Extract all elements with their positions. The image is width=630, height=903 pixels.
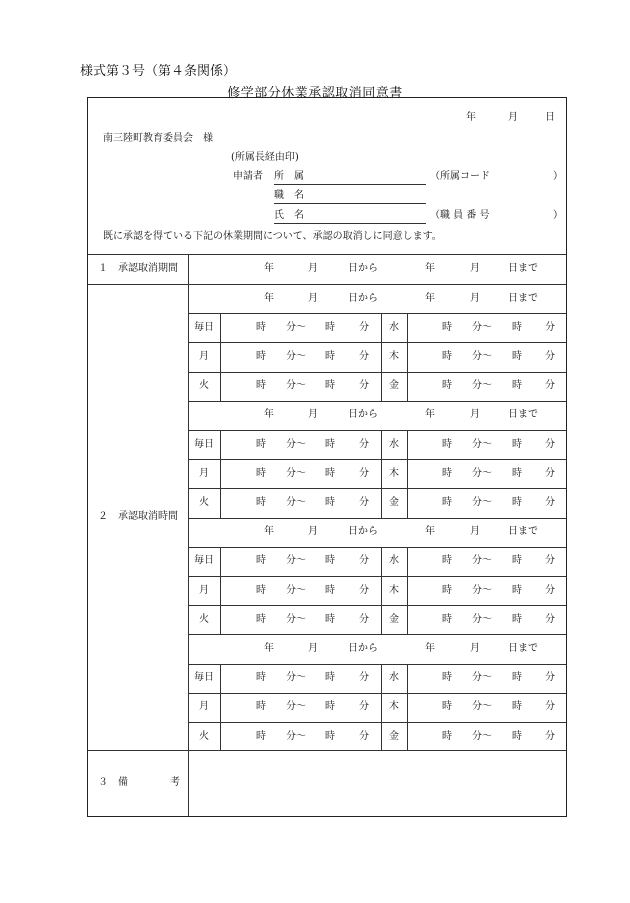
name-label: 氏 名: [274, 210, 304, 221]
block-4-row-1-mid-divider: [381, 664, 382, 693]
block-3-row-1-day2-divider: [407, 547, 408, 576]
block-2-row-2-right-end-min[interactable]: 分: [545, 467, 555, 479]
block-1-row-3-right-start-min[interactable]: 分～: [472, 380, 492, 392]
block-4-row-1-day-divider: [220, 664, 221, 693]
block-3-row-2-line: [188, 576, 566, 577]
block-3-row-1-day-divider: [220, 547, 221, 576]
block-2-row-1-day-left: 毎日: [194, 438, 214, 450]
block-3-row-3-right-end-hour[interactable]: 時: [512, 613, 522, 625]
block-3-row-1-day-right: 水: [389, 555, 399, 567]
block-1-row-1-day-right: 水: [389, 321, 399, 333]
block-2-row-3-left-end-hour[interactable]: 時: [325, 497, 335, 508]
block-2-row-1-day2-divider: [407, 430, 408, 459]
block-3-row-2-left-start-min[interactable]: 分～: [286, 584, 306, 596]
block-3-row-2-left-end-min[interactable]: 分: [359, 584, 369, 596]
block-1-row-2-day-divider: [220, 342, 221, 371]
block-2-row-1-left-start-min[interactable]: 分～: [286, 438, 306, 450]
block-2-period-from-day[interactable]: 日から: [348, 409, 378, 421]
block-3-row-2-left-start-hour[interactable]: 時: [256, 584, 266, 596]
remarks-label: ３ 備: [98, 777, 128, 788]
block-1-row-3-day-right: 金: [389, 380, 399, 392]
block-2-row-2-day-left: 月: [199, 467, 209, 479]
block-2-top-line: [188, 401, 566, 402]
block-3-row-1-right-end-hour[interactable]: 時: [512, 555, 522, 567]
block-2-row-3-left-end-min[interactable]: 分: [359, 497, 369, 508]
block-1-row-1-right-start-min[interactable]: 分～: [472, 321, 492, 333]
block-3-row-2-mid-divider: [381, 576, 382, 605]
block-3-row-1-right-start-min[interactable]: 分～: [472, 555, 492, 567]
block-4-row-3-right-end-hour[interactable]: 時: [512, 730, 522, 742]
block-4-row-1-day-right: 水: [389, 672, 399, 684]
block-4-period-to-year[interactable]: 年: [425, 643, 435, 654]
block-2-row-3-day-right: 金: [389, 497, 399, 508]
document-title: 修学部分休業承認取消同意書: [227, 86, 403, 101]
block-3-row-1-left-end-hour[interactable]: 時: [325, 555, 335, 567]
block-3-row-3-left-end-min[interactable]: 分: [359, 613, 369, 625]
block-4-row-2-left-end-min[interactable]: 分: [359, 701, 369, 713]
block-2-period-to-day[interactable]: 日まで: [508, 409, 538, 421]
block-3-row-3-line: [188, 605, 566, 606]
label-column-line: [188, 254, 189, 750]
block-2-row-1-left-start-hour[interactable]: 時: [256, 438, 266, 450]
block-2-row-3-mid-divider: [381, 488, 382, 517]
cancel-time-label: ２ 承認取消時間: [98, 511, 178, 522]
block-1-row-1-mid-divider: [381, 313, 382, 342]
block-2-period-from-year[interactable]: 年: [264, 409, 274, 421]
block-1-row-1-day-divider: [220, 313, 221, 342]
block-1-row-1-day-left: 毎日: [194, 321, 214, 333]
block-1-row-3-right-end-hour[interactable]: 時: [512, 380, 522, 392]
block-2-row-2-day2-divider: [407, 459, 408, 488]
block-3-row-3-right-start-hour[interactable]: 時: [442, 613, 452, 625]
block-3-row-3-day-left: 火: [199, 613, 209, 625]
block-2-row-3-day2-divider: [407, 488, 408, 517]
remarks-field[interactable]: [190, 752, 564, 814]
section-3-top-line: [88, 750, 566, 751]
block-2-row-2-right-end-hour[interactable]: 時: [512, 467, 522, 479]
principal-via-seal: (所属長経由印): [231, 152, 299, 163]
block-4-row-2-left-end-hour[interactable]: 時: [325, 701, 335, 713]
date-year[interactable]: 年: [466, 112, 476, 123]
block-1-row-1-left-start-hour[interactable]: 時: [256, 321, 266, 333]
block-1-row-3-left-end-min[interactable]: 分: [359, 380, 369, 392]
block-1-period-to-day[interactable]: 日まで: [508, 292, 538, 304]
block-2-row-2-line: [188, 459, 566, 460]
block-3-row-2-right-start-hour[interactable]: 時: [442, 584, 452, 596]
block-1-row-2-day-right: 木: [389, 351, 399, 362]
staff-number-close: ）: [553, 210, 563, 221]
block-2-row-3-right-start-hour[interactable]: 時: [442, 497, 452, 508]
cancel-period-from-day[interactable]: 日から: [348, 262, 378, 274]
block-4-row-3-left-start-min[interactable]: 分～: [286, 730, 306, 742]
block-1-row-1-right-end-hour[interactable]: 時: [512, 321, 522, 333]
block-4-row-3-right-end-min[interactable]: 分: [545, 730, 555, 742]
block-4-row-2-left-start-min[interactable]: 分～: [286, 701, 306, 713]
block-4-row-1-day2-divider: [407, 664, 408, 693]
cancel-period-from-month[interactable]: 月: [308, 262, 318, 274]
block-2-row-1-left-end-hour[interactable]: 時: [325, 438, 335, 450]
block-4-row-2-right-end-hour[interactable]: 時: [512, 701, 522, 713]
block-4-row-2-mid-divider: [381, 693, 382, 722]
block-2-row-3-day-left: 火: [199, 497, 209, 508]
block-3-row-1-right-start-hour[interactable]: 時: [442, 555, 452, 567]
block-2-row-1-day-divider: [220, 430, 221, 459]
block-4-row-3-right-start-min[interactable]: 分～: [472, 730, 492, 742]
block-4-row-2-day-right: 木: [389, 701, 399, 713]
block-3-row-2-day-left: 月: [199, 584, 209, 596]
block-3-row-3-right-start-min[interactable]: 分～: [472, 613, 492, 625]
block-3-period-to-year[interactable]: 年: [425, 526, 435, 538]
block-4-row-3-right-start-hour[interactable]: 時: [442, 730, 452, 742]
block-3-row-3-left-start-min[interactable]: 分～: [286, 613, 306, 625]
block-4-period-from-day[interactable]: 日から: [348, 643, 378, 654]
block-1-row-3-left-start-hour[interactable]: 時: [256, 380, 266, 392]
block-1-row-2-right-start-min[interactable]: 分～: [472, 351, 492, 362]
affiliation-code-label: （所属コード: [430, 171, 490, 182]
block-4-row-1-left-start-hour[interactable]: 時: [256, 672, 266, 684]
block-2-row-3-right-end-hour[interactable]: 時: [512, 497, 522, 508]
block-4-row-3-left-end-hour[interactable]: 時: [325, 730, 335, 742]
block-1-row-3-day-divider: [220, 372, 221, 401]
remarks-column-line: [188, 750, 189, 816]
block-1-period-from-year[interactable]: 年: [264, 292, 274, 304]
block-4-row-3-mid-divider: [381, 722, 382, 751]
block-3-row-2-right-end-min[interactable]: 分: [545, 584, 555, 596]
block-3-row-3-day-right: 金: [389, 613, 399, 625]
block-3-row-1-day-left: 毎日: [194, 555, 214, 567]
block-4-top-line: [188, 634, 566, 635]
block-1-period-from-day[interactable]: 日から: [348, 292, 378, 304]
block-3-period-from-month[interactable]: 月: [308, 526, 318, 538]
block-1-row-3-left-start-min[interactable]: 分～: [286, 380, 306, 392]
block-1-row-3-left-end-hour[interactable]: 時: [325, 380, 335, 392]
block-3-row-3-day2-divider: [407, 605, 408, 634]
block-2-row-2-day-divider: [220, 459, 221, 488]
block-1-row-2-right-end-hour[interactable]: 時: [512, 351, 522, 362]
block-4-row-1-right-start-hour[interactable]: 時: [442, 672, 452, 684]
block-2-row-2-left-end-min[interactable]: 分: [359, 467, 369, 479]
block-2-row-3-right-start-min[interactable]: 分～: [472, 497, 492, 508]
block-4-row-2-right-start-min[interactable]: 分～: [472, 701, 492, 713]
staff-number-label: （職 員 番 号: [430, 210, 490, 221]
block-3-row-3-day-divider: [220, 605, 221, 634]
block-3-row-3-left-end-hour[interactable]: 時: [325, 613, 335, 625]
block-1-row-2-mid-divider: [381, 342, 382, 371]
affiliation-code-close: ）: [553, 171, 563, 182]
block-3-top-line: [188, 518, 566, 519]
block-1-row-1-right-end-min[interactable]: 分: [545, 321, 555, 333]
date-day[interactable]: 日: [545, 112, 555, 123]
form-box: [87, 97, 567, 817]
block-2-row-2-mid-divider: [381, 459, 382, 488]
block-4-period-to-month[interactable]: 月: [470, 643, 480, 654]
cancel-period-to-month[interactable]: 月: [470, 262, 480, 274]
block-4-row-1-line: [188, 664, 566, 665]
date-month[interactable]: 月: [508, 112, 518, 123]
block-4-row-3-left-start-hour[interactable]: 時: [256, 730, 266, 742]
block-1-period-to-month[interactable]: 月: [470, 292, 480, 304]
block-2-row-1-right-start-min[interactable]: 分～: [472, 438, 492, 450]
block-1-row-1-left-end-hour[interactable]: 時: [325, 321, 335, 333]
block-3-row-2-day2-divider: [407, 576, 408, 605]
block-4-period-to-day[interactable]: 日まで: [508, 643, 538, 654]
block-4-row-2-right-start-hour[interactable]: 時: [442, 701, 452, 713]
block-1-row-3-line: [188, 372, 566, 373]
block-1-row-2-line: [188, 342, 566, 343]
block-1-row-2-day2-divider: [407, 342, 408, 371]
block-3-row-3-mid-divider: [381, 605, 382, 634]
block-4-row-1-left-start-min[interactable]: 分～: [286, 672, 306, 684]
addressee: 南三陸町教育委員会 様: [103, 133, 213, 144]
remarks-label-end: 考: [170, 777, 180, 788]
block-1-row-3-mid-divider: [381, 372, 382, 401]
block-3-row-2-right-end-hour[interactable]: 時: [512, 584, 522, 596]
block-2-row-3-right-end-min[interactable]: 分: [545, 497, 555, 508]
block-2-row-1-mid-divider: [381, 430, 382, 459]
block-4-row-2-day2-divider: [407, 693, 408, 722]
applicant-label: 申請者: [233, 171, 263, 182]
block-1-row-2-left-end-hour[interactable]: 時: [325, 351, 335, 362]
name-field[interactable]: [274, 223, 426, 224]
block-1-row-3-day-left: 火: [199, 380, 209, 392]
block-3-row-1-line: [188, 547, 566, 548]
block-2-row-1-right-end-hour[interactable]: 時: [512, 438, 522, 450]
block-3-period-to-day[interactable]: 日まで: [508, 526, 538, 538]
block-1-row-3-day2-divider: [407, 372, 408, 401]
block-3-row-2-right-start-min[interactable]: 分～: [472, 584, 492, 596]
block-2-period-to-year[interactable]: 年: [425, 409, 435, 421]
block-2-row-1-line: [188, 430, 566, 431]
block-2-row-2-left-start-min[interactable]: 分～: [286, 467, 306, 479]
block-3-row-3-right-end-min[interactable]: 分: [545, 613, 555, 625]
block-3-row-2-day-divider: [220, 576, 221, 605]
block-4-row-3-day-left: 火: [199, 730, 209, 742]
block-4-row-3-day-divider: [220, 722, 221, 751]
block-1-period-to-year[interactable]: 年: [425, 292, 435, 304]
block-3-period-to-month[interactable]: 月: [470, 526, 480, 538]
block-4-row-1-right-start-min[interactable]: 分～: [472, 672, 492, 684]
block-1-row-3-right-end-min[interactable]: 分: [545, 380, 555, 392]
block-4-row-3-day-right: 金: [389, 730, 399, 742]
position-label: 職 名: [274, 190, 304, 201]
block-1-row-1-line: [188, 313, 566, 314]
block-4-row-1-left-end-min[interactable]: 分: [359, 672, 369, 684]
block-4-row-1-right-end-hour[interactable]: 時: [512, 672, 522, 684]
block-2-row-2-right-start-min[interactable]: 分～: [472, 467, 492, 479]
block-4-row-2-day-left: 月: [199, 701, 209, 713]
block-1-row-3-right-start-hour[interactable]: 時: [442, 380, 452, 392]
block-3-period-from-year[interactable]: 年: [264, 526, 274, 538]
block-4-period-from-month[interactable]: 月: [308, 643, 318, 654]
block-4-row-3-day2-divider: [407, 722, 408, 751]
block-2-row-2-left-end-hour[interactable]: 時: [325, 467, 335, 479]
block-3-row-2-day-right: 木: [389, 584, 399, 596]
block-2-row-1-right-end-min[interactable]: 分: [545, 438, 555, 450]
block-1-row-2-left-end-min[interactable]: 分: [359, 351, 369, 362]
position-field[interactable]: [274, 203, 426, 204]
block-1-row-2-right-end-min[interactable]: 分: [545, 351, 555, 362]
block-1-row-2-day-left: 月: [199, 351, 209, 362]
block-4-row-1-left-end-hour[interactable]: 時: [325, 672, 335, 684]
block-1-row-1-left-end-min[interactable]: 分: [359, 321, 369, 333]
cancel-period-to-day[interactable]: 日まで: [508, 262, 538, 274]
block-2-row-2-day-right: 木: [389, 467, 399, 479]
block-2-row-1-right-start-hour[interactable]: 時: [442, 438, 452, 450]
block-2-row-3-day-divider: [220, 488, 221, 517]
block-1-row-2-left-start-min[interactable]: 分～: [286, 351, 306, 362]
affiliation-label: 所 属: [274, 171, 304, 182]
cancel-period-to-year[interactable]: 年: [425, 262, 435, 274]
consent-statement: 既に承認を得ている下記の休業期間について、承認の取消しに同意します。: [103, 231, 442, 242]
block-3-row-1-left-end-min[interactable]: 分: [359, 555, 369, 567]
block-2-period-from-month[interactable]: 月: [308, 409, 318, 421]
block-4-row-3-line: [188, 722, 566, 723]
block-4-row-2-right-end-min[interactable]: 分: [545, 701, 555, 713]
block-1-row-1-day2-divider: [407, 313, 408, 342]
affiliation-field[interactable]: [274, 184, 426, 185]
block-3-row-1-left-start-hour[interactable]: 時: [256, 555, 266, 567]
block-2-row-1-left-end-min[interactable]: 分: [359, 438, 369, 450]
block-1-row-2-left-start-hour[interactable]: 時: [256, 351, 266, 362]
block-2-row-2-right-start-hour[interactable]: 時: [442, 467, 452, 479]
block-1-row-1-left-start-min[interactable]: 分～: [286, 321, 306, 333]
block-2-row-3-left-start-hour[interactable]: 時: [256, 497, 266, 508]
block-2-row-2-left-start-hour[interactable]: 時: [256, 467, 266, 479]
block-1-period-from-month[interactable]: 月: [308, 292, 318, 304]
block-3-row-1-right-end-min[interactable]: 分: [545, 555, 555, 567]
block-2-row-3-left-start-min[interactable]: 分～: [286, 497, 306, 508]
form-number-label: 様式第３号（第４条関係）: [80, 64, 237, 79]
block-4-period-from-year[interactable]: 年: [264, 643, 274, 654]
block-4-row-3-left-end-min[interactable]: 分: [359, 730, 369, 742]
block-2-period-to-month[interactable]: 月: [470, 409, 480, 421]
block-3-row-3-left-start-hour[interactable]: 時: [256, 613, 266, 625]
block-3-period-from-day[interactable]: 日から: [348, 526, 378, 538]
block-1-row-2-right-start-hour[interactable]: 時: [442, 351, 452, 362]
block-3-row-1-mid-divider: [381, 547, 382, 576]
block-4-row-1-day-left: 毎日: [194, 672, 214, 684]
block-2-row-3-line: [188, 488, 566, 489]
block-3-row-2-left-end-hour[interactable]: 時: [325, 584, 335, 596]
block-2-row-1-day-right: 水: [389, 438, 399, 450]
section-2-top-line: [88, 284, 566, 285]
block-4-row-2-day-divider: [220, 693, 221, 722]
block-4-row-1-right-end-min[interactable]: 分: [545, 672, 555, 684]
cancel-period-from-year[interactable]: 年: [264, 262, 274, 274]
block-1-row-1-right-start-hour[interactable]: 時: [442, 321, 452, 333]
block-4-row-2-left-start-hour[interactable]: 時: [256, 701, 266, 713]
section-1-top-line: [88, 254, 566, 255]
block-3-row-1-left-start-min[interactable]: 分～: [286, 555, 306, 567]
cancel-period-label: １ 承認取消期間: [98, 263, 178, 274]
block-4-row-2-line: [188, 693, 566, 694]
